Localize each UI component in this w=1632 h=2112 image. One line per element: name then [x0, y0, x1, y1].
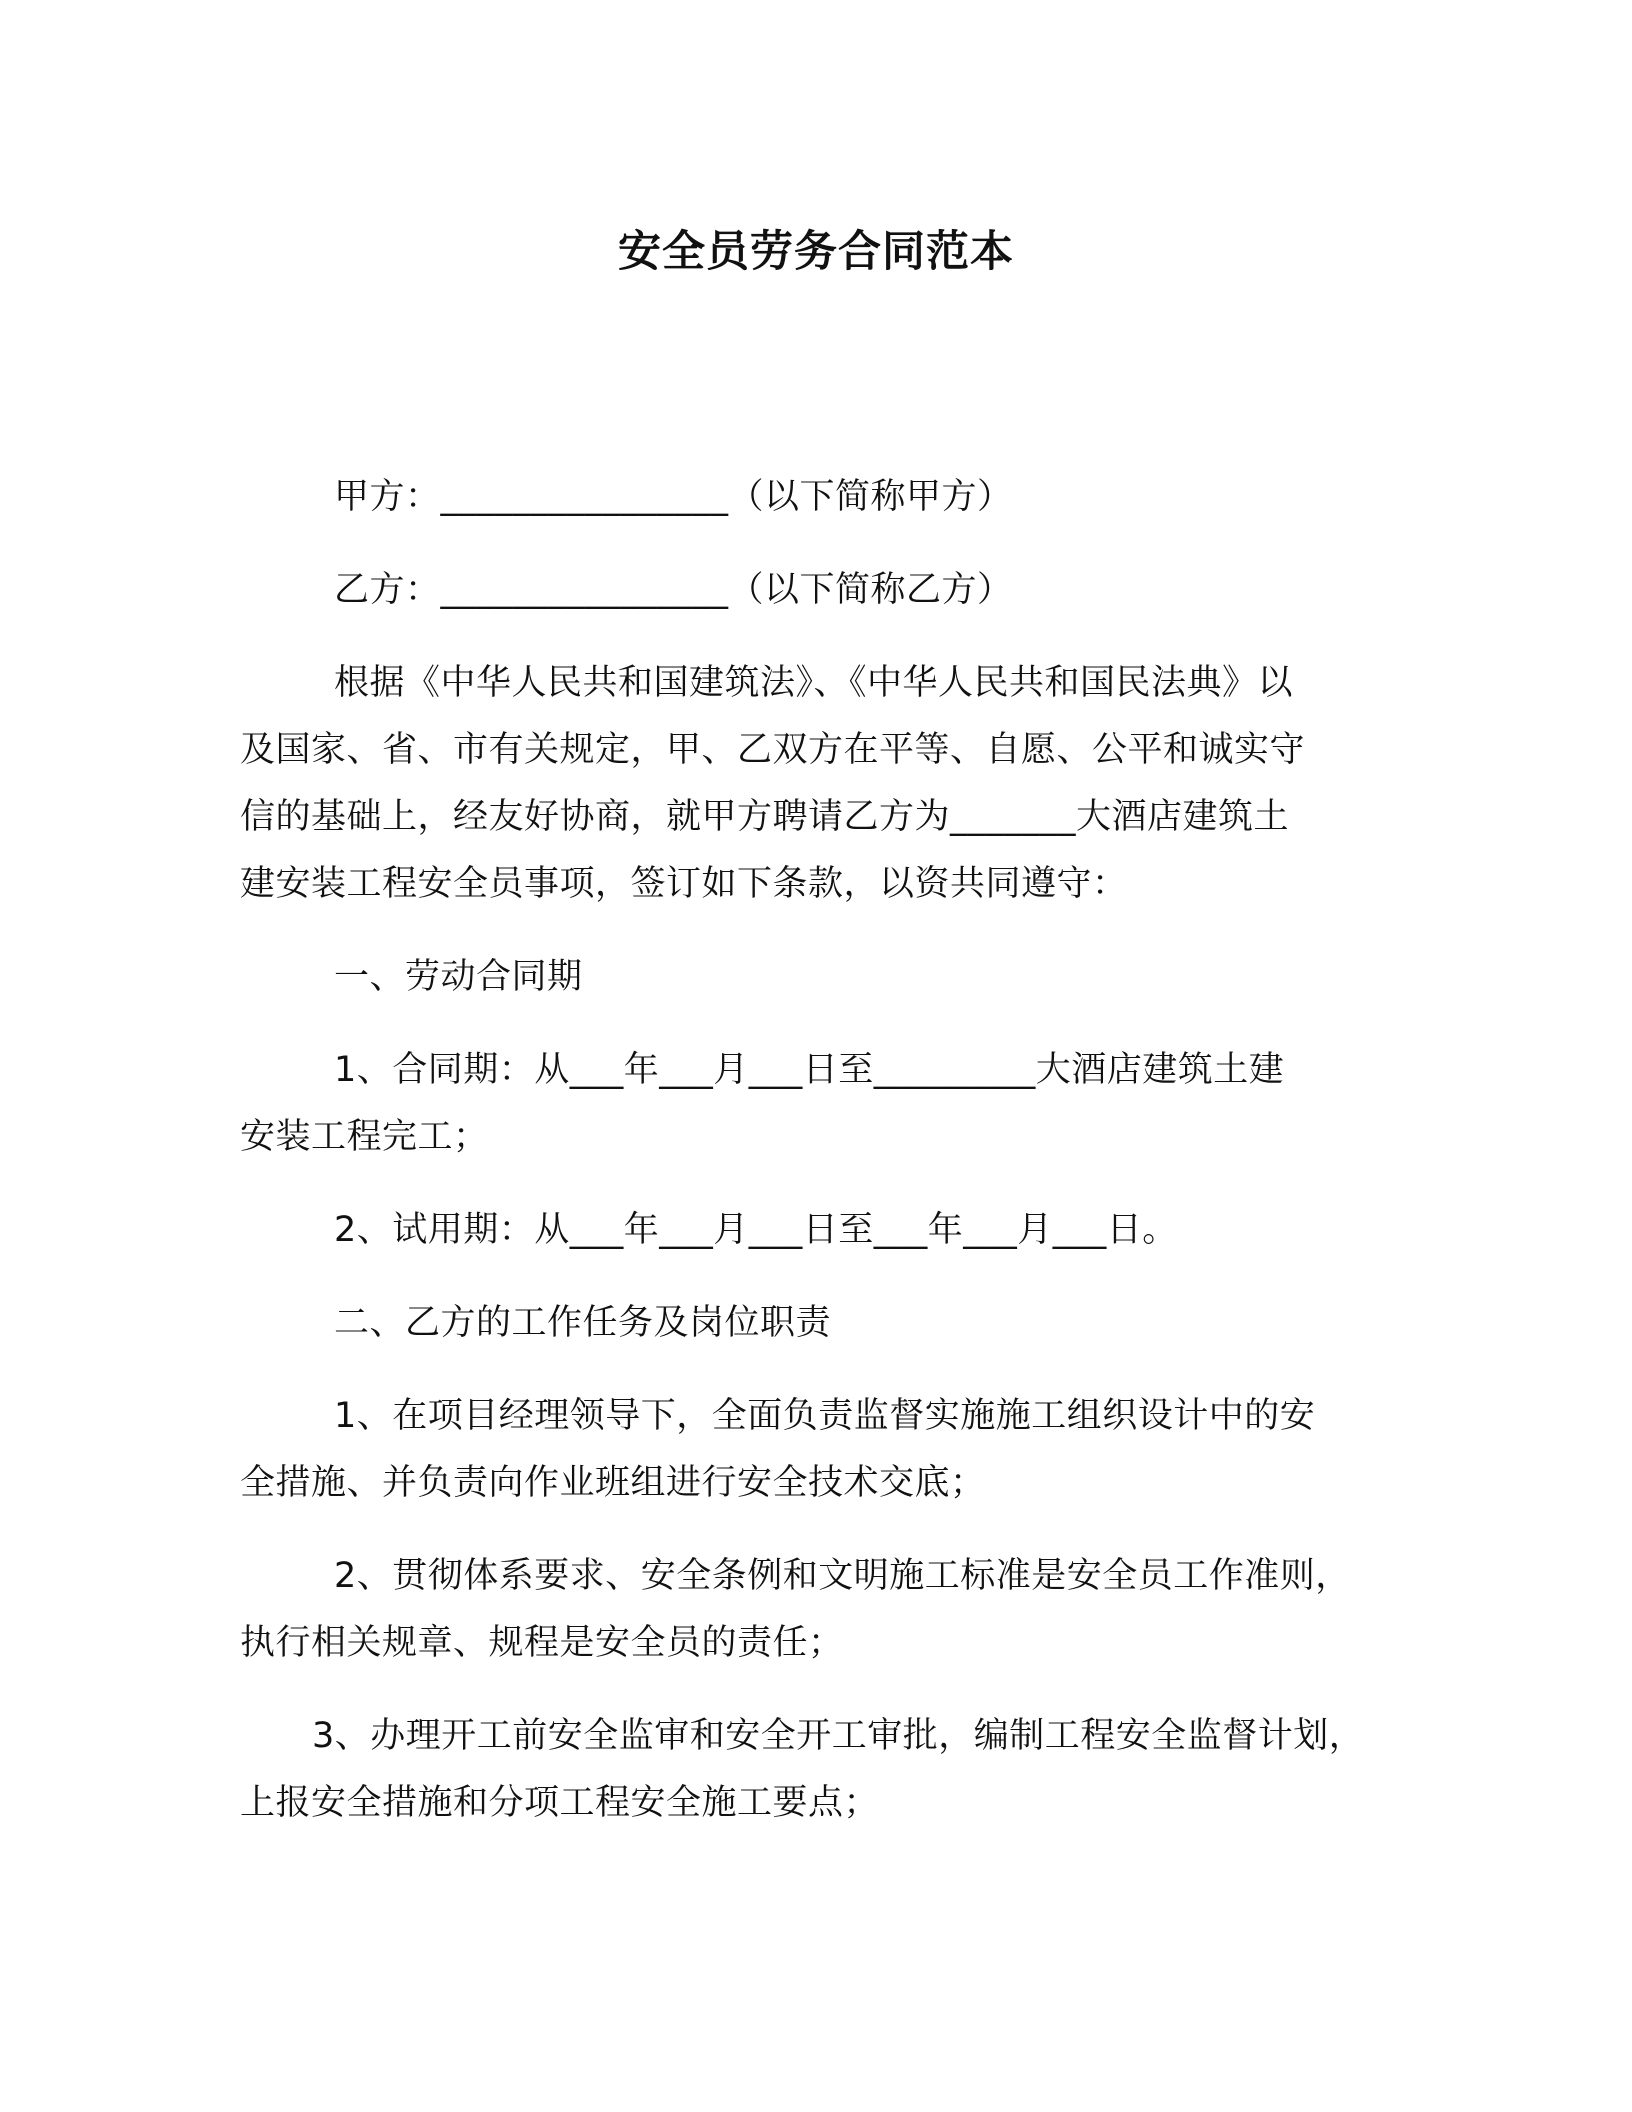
preamble-line-1: 根据《中华人民共和国建筑法》、《中华人民共和国民法典》以 [334, 663, 1294, 703]
section-1-heading: 一、劳动合同期 [334, 957, 583, 997]
party-b-line: 乙方：________________（以下简称乙方） [334, 570, 1013, 610]
section-2-item-1-line-2: 全措施、并负责向作业班组进行安全技术交底； [240, 1463, 986, 1503]
preamble-line-4: 建安装工程安全员事项，签订如下条款，以资共同遵守： [240, 864, 1128, 904]
section-2-item-3-line-1: 3、办理开工前安全监审和安全开工审批，编制工程安全监督计划， [312, 1716, 1365, 1756]
section-2-item-3-line-2: 上报安全措施和分项工程安全施工要点； [240, 1783, 880, 1823]
section-2-item-1-line-1: 1、在项目经理领导下，全面负责监督实施施工组织设计中的安 [334, 1396, 1316, 1436]
section-1-item-1-line-2: 安装工程完工； [240, 1117, 489, 1157]
section-1-item-2: 2、试用期：从___年___月___日至___年___月___日。 [334, 1210, 1178, 1250]
section-2-item-2-line-2: 执行相关规章、规程是安全员的责任； [240, 1623, 844, 1663]
section-2-item-2-line-1: 2、贯彻体系要求、安全条例和文明施工标准是安全员工作准则， [334, 1556, 1351, 1596]
section-1-item-1-line-1: 1、合同期：从___年___月___日至_________大酒店建筑土建 [334, 1050, 1285, 1090]
preamble-line-3: 信的基础上，经友好协商，就甲方聘请乙方为_______大酒店建筑土 [240, 797, 1290, 837]
document-title: 安全员劳务合同范本 [618, 227, 1014, 277]
preamble-line-2: 及国家、省、市有关规定，甲、乙双方在平等、自愿、公平和诚实守 [240, 730, 1306, 770]
section-2-heading: 二、乙方的工作任务及岗位职责 [334, 1303, 832, 1343]
party-a-line: 甲方：________________（以下简称甲方） [334, 477, 1013, 517]
